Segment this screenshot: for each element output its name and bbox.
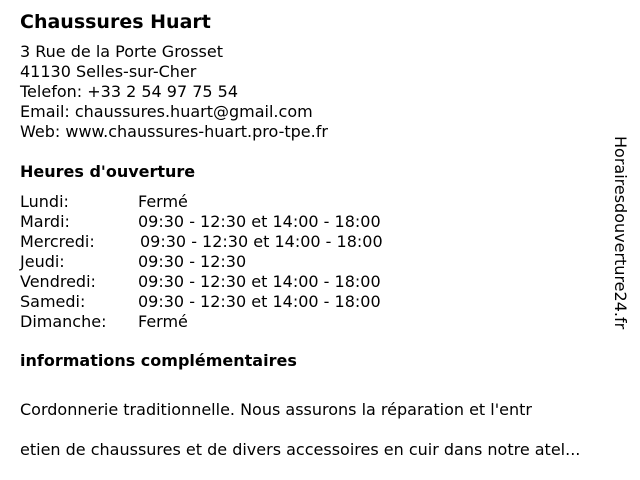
hours-time: 09:30 - 12:30 et 14:00 - 18:00 bbox=[138, 272, 381, 291]
brand-watermark bbox=[610, 136, 634, 346]
hours-row-dimanche bbox=[20, 312, 620, 332]
info-heading: informations complémentaires bbox=[20, 351, 297, 370]
hours-day: Jeudi: bbox=[20, 252, 65, 271]
hours-day: Dimanche: bbox=[20, 312, 107, 331]
hours-time: Fermé bbox=[138, 312, 188, 331]
description-line: Cordonnerie traditionnelle. Nous assurons la réparation et l'entr bbox=[20, 400, 532, 419]
hours-time: 09:30 - 12:30 et 14:00 - 18:00 bbox=[138, 212, 381, 231]
address-city: 41130 Selles-sur-Cher bbox=[20, 62, 197, 81]
hours-day: Vendredi: bbox=[20, 272, 96, 291]
description bbox=[20, 380, 628, 480]
web-line: Web: www.chaussures-huart.pro-tpe.fr bbox=[20, 122, 328, 141]
brand-site: Horairesdouverture24.fr bbox=[611, 136, 630, 330]
address-block bbox=[20, 42, 620, 142]
email-line: Email: chaussures.huart@gmail.com bbox=[20, 102, 313, 121]
description-line: etien de chaussures et de divers accessoires en cuir dans notre atel... bbox=[20, 440, 581, 459]
hours-day: Lundi: bbox=[20, 192, 69, 211]
hours-day: Mercredi: bbox=[20, 232, 95, 251]
shop-card bbox=[20, 8, 620, 480]
phone-line: Telefon: +33 2 54 97 75 54 bbox=[20, 82, 239, 101]
hours-day: Samedi: bbox=[20, 292, 86, 311]
hours-row-mercredi bbox=[20, 232, 620, 252]
hours-row-mardi bbox=[20, 212, 620, 232]
shop-name: Chaussures Huart bbox=[20, 11, 211, 33]
hours-row-vendredi bbox=[20, 272, 620, 292]
hours-time: 09:30 - 12:30 bbox=[138, 252, 247, 271]
hours-time: Fermé bbox=[138, 192, 188, 211]
hours-row-lundi bbox=[20, 192, 620, 212]
hours-time: 09:30 - 12:30 et 14:00 - 18:00 bbox=[140, 232, 383, 251]
hours-row-samedi bbox=[20, 292, 620, 312]
hours-heading: Heures d'ouverture bbox=[20, 162, 196, 181]
address-street: 3 Rue de la Porte Grosset bbox=[20, 42, 224, 61]
hours-day: Mardi: bbox=[20, 212, 70, 231]
hours-table bbox=[20, 192, 620, 332]
hours-time: 09:30 - 12:30 et 14:00 - 18:00 bbox=[138, 292, 381, 311]
hours-row-jeudi bbox=[20, 252, 620, 272]
